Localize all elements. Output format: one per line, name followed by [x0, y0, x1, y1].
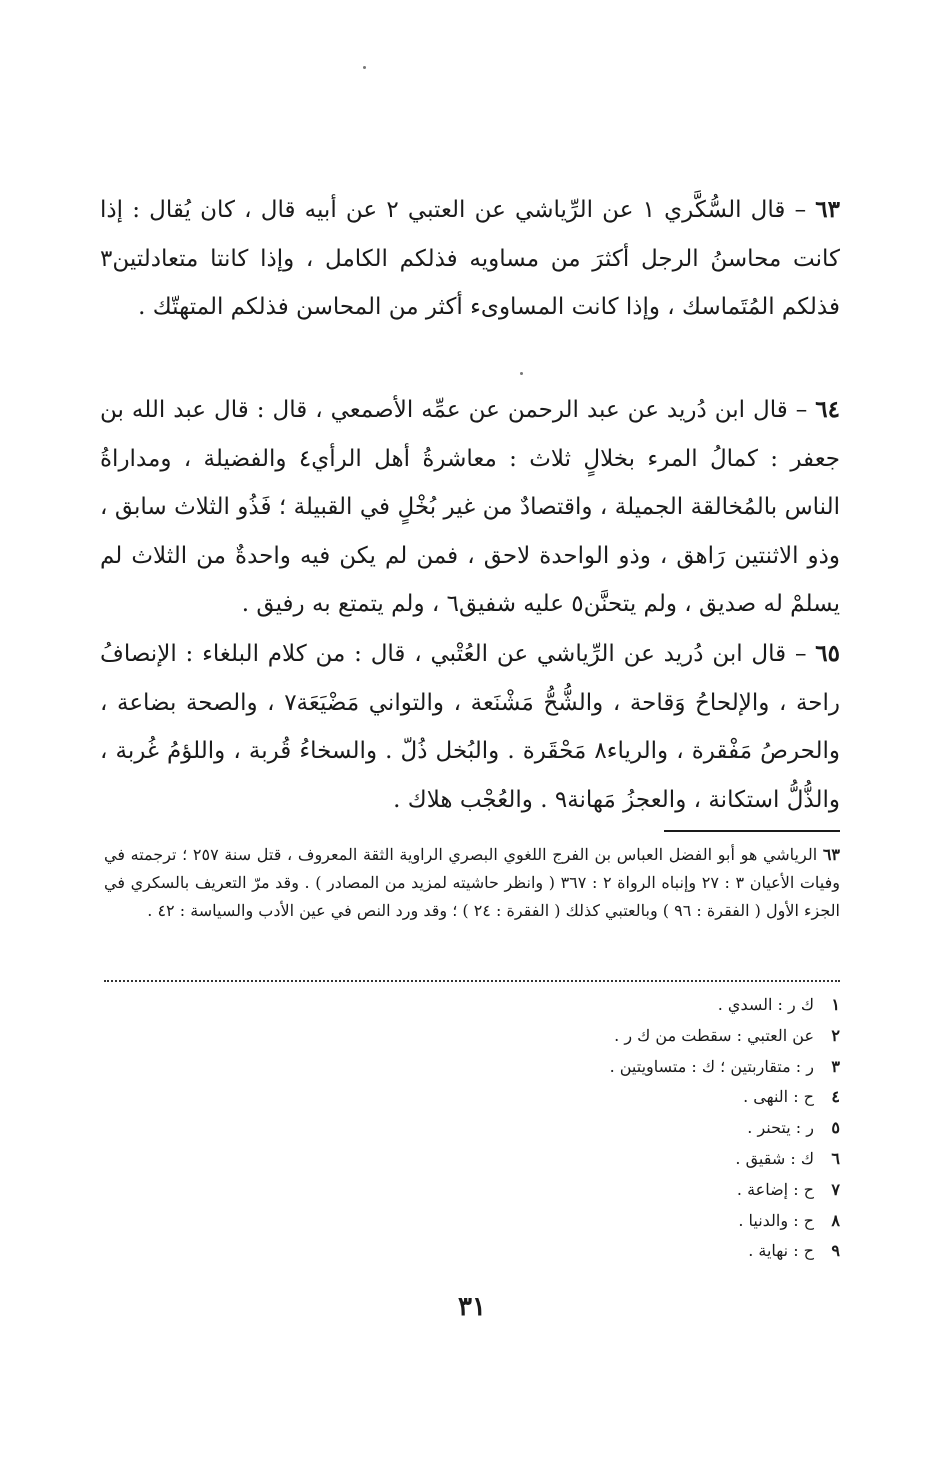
variant-number: ٦	[831, 1148, 840, 1168]
variant-text: ح : النهى .	[743, 1087, 814, 1107]
variant-reading	[610, 1082, 840, 1113]
footnote-separator	[664, 830, 840, 832]
variant-reading	[610, 1052, 840, 1083]
variant-reading	[610, 1021, 840, 1052]
variant-number: ٣	[831, 1056, 840, 1076]
variant-text: ر : يتحنر .	[747, 1118, 814, 1138]
variant-text: ح : نهاية .	[748, 1241, 814, 1261]
variant-text: ر : متقاربتين ؛ ك : متساويتين .	[609, 1056, 814, 1076]
page-number: ٣١	[458, 1292, 486, 1322]
variant-reading	[610, 1206, 840, 1237]
variant-number: ١	[831, 995, 840, 1014]
variant-reading	[610, 1236, 840, 1267]
footnote-text: الرياشي هو أبو الفضل العباس بن الفرج اللغوي البصري الراوية الثقة المعروف ، قتل سنة ٢٥٧ ؛ ترجمته في وفيات الأعيان ٣ : ٢٧ وإنباه الرواة ٢ : ٣٦٧ ( وانظر حاشيته لمزيد من المصادر ) . وقد مرّ التعريف بالسكري في الجزء الأول ( الفقرة : ٩٦ ) وبالعتبي كذلك ( الفقرة : ٢٤ ) ؛ وقد ورد النص في عين الأدب والسياسة : ٤٢ .	[104, 845, 841, 920]
scan-speck	[520, 372, 523, 375]
paragraph-63	[100, 186, 840, 332]
variant-number: ٥	[831, 1118, 840, 1138]
variant-reading	[610, 1175, 840, 1206]
variant-number: ٤	[831, 1087, 840, 1107]
variants-separator	[104, 980, 840, 982]
variant-reading	[610, 1113, 840, 1144]
paragraph-text: – قال ابن دُريد عن الرِّياشي عن العُتْبي ، قال : من كلام البلغاء : الإنصافُ راحة ، والإلحاحُ وَقاحة ، والشُّحُّ مَشْنَعة ، والتواني مَضْيَعَة٧ ، والصحة بضاعة ، والحرصُ مَفْقرة ، والرياء٨ مَحْقَرة . والبُخل ذُلّ . والسخاءُ قُربة ، واللؤمُ غُربة ، والذُّلُّ استكانة ، والعجزُ مَهانة٩ . والعُجْب هلاك .	[100, 641, 840, 813]
variant-number: ٨	[831, 1210, 840, 1230]
variant-reading	[610, 1144, 840, 1175]
variant-text: ك : شقيق .	[735, 1148, 814, 1168]
variant-number: ٧	[831, 1179, 840, 1199]
paragraph-text: – قال ابن دُريد عن عبد الرحمن عن عمِّه الأصمعي ، قال : قال عبد الله بن جعفر : كمالُ المرء بخلالٍ ثلاث : معاشرةُ أهل الرأي٤ والفضيلة ، ومداراةُ الناس بالمُخالقة الجميلة ، واقتصادٌ من غير بُخْلٍ في القبيلة ؛ فَذُو الثلاث سابق ، وذو الاثنتين رَاهق ، وذو الواحدة لاحق ، فمن لم يكن فيه واحدةٌ من الثلاث لم يسلمْ له صديق ، ولم يتحنَّن٥ عليه شفيق٦ ، ولم يتمتع به رفيق .	[100, 397, 841, 617]
variant-text: ك ر : السدي .	[717, 995, 814, 1014]
variant-number: ٩	[831, 1241, 840, 1261]
paragraph-65	[100, 630, 840, 824]
paragraph-number: ٦٣	[815, 196, 840, 223]
paragraph-64	[100, 386, 840, 629]
variant-reading	[610, 990, 840, 1021]
variant-readings-list	[610, 990, 840, 1267]
variant-text: ح : إضاعة .	[736, 1179, 814, 1199]
variant-text: عن العتبي : سقطت من ك ر .	[614, 1025, 814, 1045]
variant-number: ٢	[831, 1025, 840, 1045]
variant-text: ح : والدنيا .	[738, 1210, 814, 1230]
footnote	[104, 841, 840, 925]
scan-speck	[363, 66, 366, 69]
paragraph-number: ٦٥	[815, 640, 840, 667]
paragraph-number: ٦٤	[815, 396, 840, 423]
paragraph-text: – قال السُّكَّري ١ عن الرِّياشي عن العتبي ٢ عن أبيه قال ، كان يُقال : إذا كانت محاسنُ الرجل أكثرَ من مساويه فذلكم الكامل ، وإذا كانتا متعادلتين٣ فذلكم المُتَماسك ، وإذا كانت المساوىء أكثر من المحاسن فذلكم المتهتّك .	[100, 197, 840, 320]
footnote-number: ٦٣	[822, 845, 841, 864]
